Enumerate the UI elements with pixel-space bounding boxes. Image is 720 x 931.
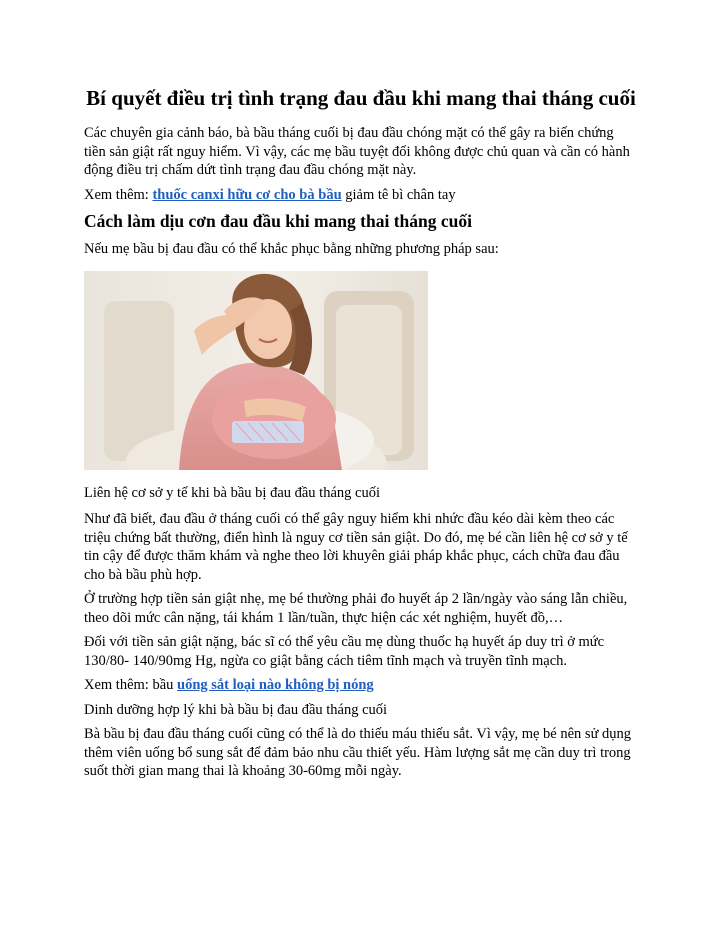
intro-paragraph: Các chuyên gia cảnh báo, bà bầu tháng cuối bị đau đầu chóng mặt có thể gây ra biến chứng tiền sản giật rất nguy hiểm. Vì vậy, các mẹ bầu tuyệt đối không được chủ quan và cần có hành động điều trị chấm dứt tình trạng đau đầu chóng mặt này. [84,125,630,178]
image-caption: Liên hệ cơ sở y tế khi bà bầu bị đau đầu tháng cuối [84,484,380,501]
lead-paragraph: Nếu mẹ bầu bị đau đầu có thể khắc phục bằng những phương pháp sau: [84,241,499,257]
paragraph-4: Bà bầu bị đau đầu tháng cuối cũng có thể là do thiếu máu thiếu sắt. Vì vậy, mẹ bé nên sử dụng thêm viên uống bổ sung sắt để đảm bảo nhu cầu thiết yếu. Hàm lượng sắt mẹ cần duy trì trong suốt thời gian mang thai là khoảng 30-60mg mỗi ngày. [84,726,632,779]
iron-link[interactable]: uống sắt loại nào không bị nóng [177,677,374,693]
page-title: Bí quyết điều trị tình trạng đau đầu khi mang thai tháng cuối [86,86,636,110]
paragraph-3: Đối với tiền sản giật nặng, bác sĩ có thể yêu cầu mẹ dùng thuốc hạ huyết áp duy trì ở mức 130/80- 140/90mg Hg, ngừa co giật bằng cách tiêm tĩnh mạch và truyền tĩnh mạch. [84,634,605,669]
paragraph-2: Ở trường hợp tiền sản giật nhẹ, mẹ bé thường phải đo huyết áp 2 lần/ngày vào sáng lẫn chiều, theo dõi mức cân nặng, tái khám 1 lần/tuần, thực hiện các xét nghiệm, huyết đồ,… [84,591,628,626]
nutrition-subheading: Dinh dưỡng hợp lý khi bà bầu bị đau đầu tháng cuối [84,701,388,718]
document-page [84,84,638,787]
see-more-1-prefix: Xem thêm: [84,186,153,203]
pregnant-woman-photo [84,271,428,470]
section-heading: Cách làm dịu cơn đau đầu khi mang thai tháng cuối [84,211,472,231]
see-more-2-prefix: Xem thêm: bầu [84,677,178,693]
see-more-1 [84,186,638,205]
paragraph-1: Như đã biết, đau đầu ở tháng cuối có thể gây nguy hiểm khi nhức đầu kéo dài kèm theo các triệu chứng bất thường, điển hình là nguy cơ tiền sản giật. Do đó, mẹ bé cần liên hệ cơ sở y tế tin cậy để được thăm khám và nghe theo lời khuyên giải pháp khắc phục, cách chữa đau đầu cho bà bầu phù hợp. [84,511,628,583]
see-more-2 [84,676,638,695]
see-more-1-suffix: giảm tê bì chân tay [341,186,456,203]
calcium-link[interactable]: thuốc canxi hữu cơ cho bà bầu [152,186,342,203]
